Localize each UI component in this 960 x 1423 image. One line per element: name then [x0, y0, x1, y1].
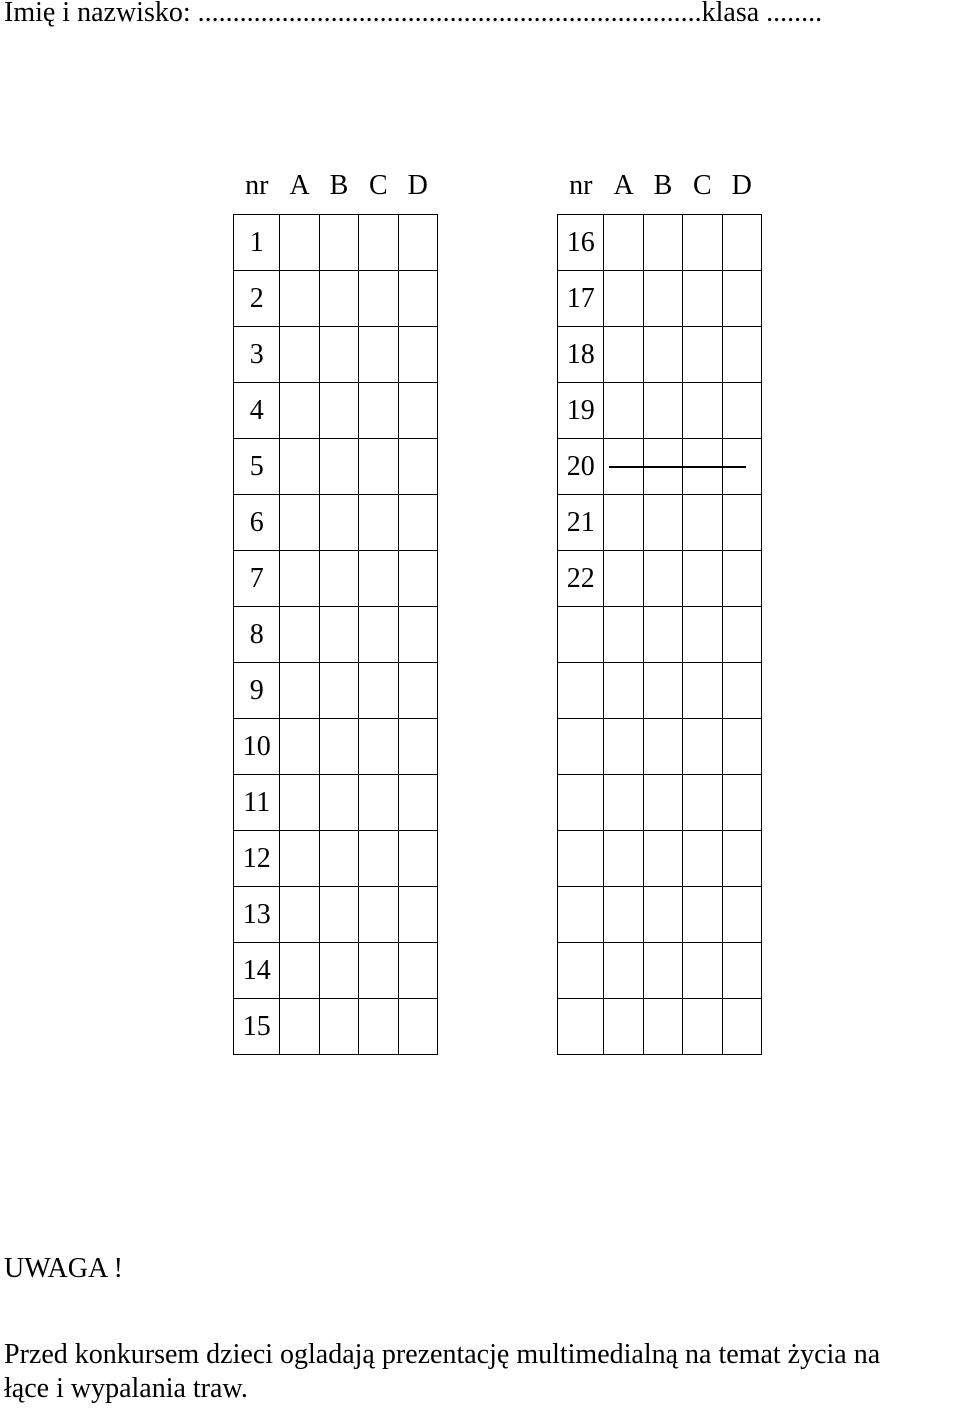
answer-cell[interactable]	[398, 943, 437, 999]
answer-cell[interactable]	[722, 383, 761, 439]
answer-cell[interactable]	[683, 551, 722, 607]
answer-cell[interactable]	[604, 383, 643, 439]
column-header: B	[653, 170, 673, 201]
question-number: 6	[234, 495, 280, 551]
answer-cell[interactable]	[643, 271, 682, 327]
answer-cell[interactable]	[398, 551, 437, 607]
answer-row	[558, 383, 762, 439]
answer-row	[558, 327, 762, 383]
answer-cell[interactable]	[280, 775, 319, 831]
answer-row	[558, 831, 762, 887]
answer-cell[interactable]	[722, 775, 761, 831]
answer-cell[interactable]	[359, 495, 398, 551]
answer-cell[interactable]	[319, 439, 358, 495]
answer-cell[interactable]	[319, 887, 358, 943]
answer-cell[interactable]	[683, 719, 722, 775]
answer-cell[interactable]	[319, 607, 358, 663]
answer-cell[interactable]	[722, 607, 761, 663]
question-number: 19	[558, 383, 604, 439]
answer-row	[558, 719, 762, 775]
answer-cell[interactable]	[319, 215, 358, 271]
answer-cell[interactable]	[280, 663, 319, 719]
answer-cell[interactable]	[280, 551, 319, 607]
answer-cell[interactable]	[398, 495, 437, 551]
notice-line-1: Przed konkursem dzieci ogladają prezentację multimedialną na temat życia na	[4, 1339, 881, 1370]
answer-row	[558, 607, 762, 663]
answer-cell[interactable]	[604, 887, 643, 943]
answer-cell[interactable]	[722, 551, 761, 607]
answer-cell[interactable]	[683, 887, 722, 943]
notice-title: UWAGA !	[4, 1253, 123, 1284]
answer-row	[234, 383, 438, 439]
answer-row	[558, 495, 762, 551]
answer-cell[interactable]	[643, 663, 682, 719]
answer-cell[interactable]	[319, 495, 358, 551]
answer-cell[interactable]	[280, 439, 319, 495]
answer-cell[interactable]	[604, 607, 643, 663]
answer-cell[interactable]	[319, 943, 358, 999]
name-class-line: Imię i nazwisko: ........................................................................klasa ........	[4, 0, 823, 28]
question-number	[558, 887, 604, 943]
answer-cell[interactable]	[643, 551, 682, 607]
question-number: 8	[234, 607, 280, 663]
question-number: 13	[234, 887, 280, 943]
answer-row	[234, 271, 438, 327]
answer-cell[interactable]	[683, 943, 722, 999]
question-number: 7	[234, 551, 280, 607]
column-header: B	[329, 170, 349, 201]
column-header: A	[289, 170, 310, 201]
answer-row	[234, 439, 438, 495]
column-header: D	[731, 170, 752, 201]
answer-row	[558, 775, 762, 831]
answer-cell[interactable]	[722, 999, 761, 1055]
answer-cell[interactable]	[722, 495, 761, 551]
answer-cell[interactable]	[398, 439, 437, 495]
answer-table-left	[233, 158, 438, 1055]
question-number	[558, 943, 604, 999]
answer-cell[interactable]	[319, 327, 358, 383]
answer-row	[234, 999, 438, 1055]
answer-cell[interactable]	[359, 719, 398, 775]
answer-cell[interactable]	[280, 943, 319, 999]
answer-cell[interactable]	[398, 271, 437, 327]
answer-row	[558, 887, 762, 943]
answer-cell[interactable]	[604, 663, 643, 719]
answer-row	[234, 327, 438, 383]
table-header-row	[234, 158, 438, 215]
answer-cell[interactable]	[604, 215, 643, 271]
answer-cell[interactable]	[398, 327, 437, 383]
question-number: 15	[234, 999, 280, 1055]
answer-cell[interactable]	[683, 271, 722, 327]
question-number: 20	[558, 439, 604, 495]
answer-cell[interactable]	[683, 831, 722, 887]
answer-cell[interactable]	[643, 495, 682, 551]
answer-cell[interactable]	[683, 663, 722, 719]
answer-cell[interactable]	[398, 663, 437, 719]
answer-cell[interactable]	[722, 831, 761, 887]
answer-cell[interactable]	[398, 999, 437, 1055]
question-number	[558, 607, 604, 663]
answer-row	[234, 663, 438, 719]
answer-cell[interactable]	[359, 439, 398, 495]
answer-cell[interactable]	[319, 831, 358, 887]
answer-row	[234, 607, 438, 663]
answer-cell[interactable]	[643, 607, 682, 663]
table-header-row	[558, 158, 762, 215]
answer-row	[558, 663, 762, 719]
answer-cell[interactable]	[359, 551, 398, 607]
question-number: 16	[558, 215, 604, 271]
answer-cell[interactable]	[643, 999, 682, 1055]
answer-cell[interactable]	[683, 215, 722, 271]
answer-cell[interactable]	[683, 327, 722, 383]
answer-cell[interactable]	[319, 999, 358, 1055]
answer-cell[interactable]	[683, 495, 722, 551]
answer-cell[interactable]	[604, 999, 643, 1055]
answer-cell[interactable]	[643, 775, 682, 831]
answer-cell[interactable]	[398, 887, 437, 943]
question-number	[558, 999, 604, 1055]
answer-cell[interactable]	[319, 551, 358, 607]
question-number	[558, 775, 604, 831]
answer-cell[interactable]	[359, 663, 398, 719]
answer-cell[interactable]	[398, 215, 437, 271]
question-number	[558, 663, 604, 719]
answer-cell[interactable]	[280, 719, 319, 775]
answer-cell[interactable]	[280, 271, 319, 327]
column-header: A	[613, 170, 634, 201]
answer-cell[interactable]	[683, 383, 722, 439]
question-number: 2	[234, 271, 280, 327]
answer-cell[interactable]	[319, 383, 358, 439]
answer-cell[interactable]	[359, 775, 398, 831]
answer-row	[558, 551, 762, 607]
answer-cell[interactable]	[722, 943, 761, 999]
answer-cell[interactable]	[398, 607, 437, 663]
answer-cell[interactable]	[280, 215, 319, 271]
answer-row	[558, 999, 762, 1055]
answer-cell[interactable]	[319, 271, 358, 327]
answer-cell[interactable]	[722, 719, 761, 775]
question-number: 17	[558, 271, 604, 327]
answer-cell[interactable]	[359, 887, 398, 943]
answer-row	[558, 215, 762, 271]
answer-cell[interactable]	[280, 327, 319, 383]
answer-row	[234, 551, 438, 607]
question-number: 18	[558, 327, 604, 383]
answer-cell[interactable]	[280, 607, 319, 663]
question-number: 9	[234, 663, 280, 719]
answer-cell[interactable]	[398, 831, 437, 887]
answer-cell[interactable]	[683, 775, 722, 831]
answer-cell[interactable]	[604, 551, 643, 607]
answer-cell[interactable]	[319, 663, 358, 719]
answer-cell[interactable]	[359, 999, 398, 1055]
question-number: 12	[234, 831, 280, 887]
column-header: D	[407, 170, 428, 201]
question-number: 21	[558, 495, 604, 551]
question-number: 5	[234, 439, 280, 495]
answer-cell[interactable]	[643, 383, 682, 439]
notice-text	[4, 1338, 960, 1406]
answer-cell[interactable]	[359, 943, 398, 999]
answer-cell[interactable]	[359, 831, 398, 887]
column-header: nr	[245, 170, 269, 201]
answer-cell[interactable]	[643, 719, 682, 775]
answer-cell[interactable]	[359, 327, 398, 383]
question-number: 22	[558, 551, 604, 607]
answer-row	[234, 495, 438, 551]
answer-cell[interactable]	[604, 327, 643, 383]
answer-blank-line	[609, 466, 746, 468]
answer-cell[interactable]	[643, 943, 682, 999]
answer-cell[interactable]	[604, 271, 643, 327]
answer-row	[234, 775, 438, 831]
answer-cell[interactable]	[359, 215, 398, 271]
answer-cell[interactable]	[280, 831, 319, 887]
answer-cell[interactable]	[643, 831, 682, 887]
answer-row	[234, 887, 438, 943]
answer-row	[234, 215, 438, 271]
answer-cell[interactable]	[722, 663, 761, 719]
column-header: nr	[569, 170, 593, 201]
answer-cell[interactable]	[398, 775, 437, 831]
answer-cell[interactable]	[359, 271, 398, 327]
answer-row	[234, 831, 438, 887]
answer-cell[interactable]	[604, 943, 643, 999]
question-number	[558, 719, 604, 775]
answer-row	[234, 943, 438, 999]
question-number: 1	[234, 215, 280, 271]
answer-cell[interactable]	[722, 327, 761, 383]
answer-cell[interactable]	[722, 887, 761, 943]
answer-cell[interactable]	[398, 383, 437, 439]
answer-cell[interactable]	[604, 495, 643, 551]
question-number: 14	[234, 943, 280, 999]
answer-row	[558, 271, 762, 327]
answer-cell[interactable]	[604, 719, 643, 775]
answer-cell[interactable]	[604, 831, 643, 887]
answer-row	[234, 719, 438, 775]
answer-cell[interactable]	[280, 999, 319, 1055]
column-header: C	[369, 170, 388, 201]
answer-cell[interactable]	[722, 215, 761, 271]
answer-cell[interactable]	[280, 383, 319, 439]
question-number: 10	[234, 719, 280, 775]
answer-cell[interactable]	[683, 999, 722, 1055]
answer-cell[interactable]	[722, 271, 761, 327]
answer-cell[interactable]	[319, 719, 358, 775]
answer-table-right	[557, 158, 762, 1055]
answer-cell[interactable]	[643, 327, 682, 383]
answer-cell[interactable]	[280, 887, 319, 943]
question-number: 3	[234, 327, 280, 383]
column-header: C	[693, 170, 712, 201]
answer-cell[interactable]	[280, 495, 319, 551]
answer-cell[interactable]	[604, 775, 643, 831]
answer-cell[interactable]	[359, 607, 398, 663]
answer-cell[interactable]	[683, 607, 722, 663]
notice-line-2: łące i wypalania traw.	[4, 1373, 248, 1404]
question-number: 11	[234, 775, 280, 831]
question-number: 4	[234, 383, 280, 439]
answer-cell[interactable]	[319, 775, 358, 831]
answer-cell[interactable]	[643, 887, 682, 943]
answer-row	[558, 943, 762, 999]
answer-cell[interactable]	[359, 383, 398, 439]
answer-cell[interactable]	[398, 719, 437, 775]
question-number	[558, 831, 604, 887]
answer-cell[interactable]	[643, 215, 682, 271]
